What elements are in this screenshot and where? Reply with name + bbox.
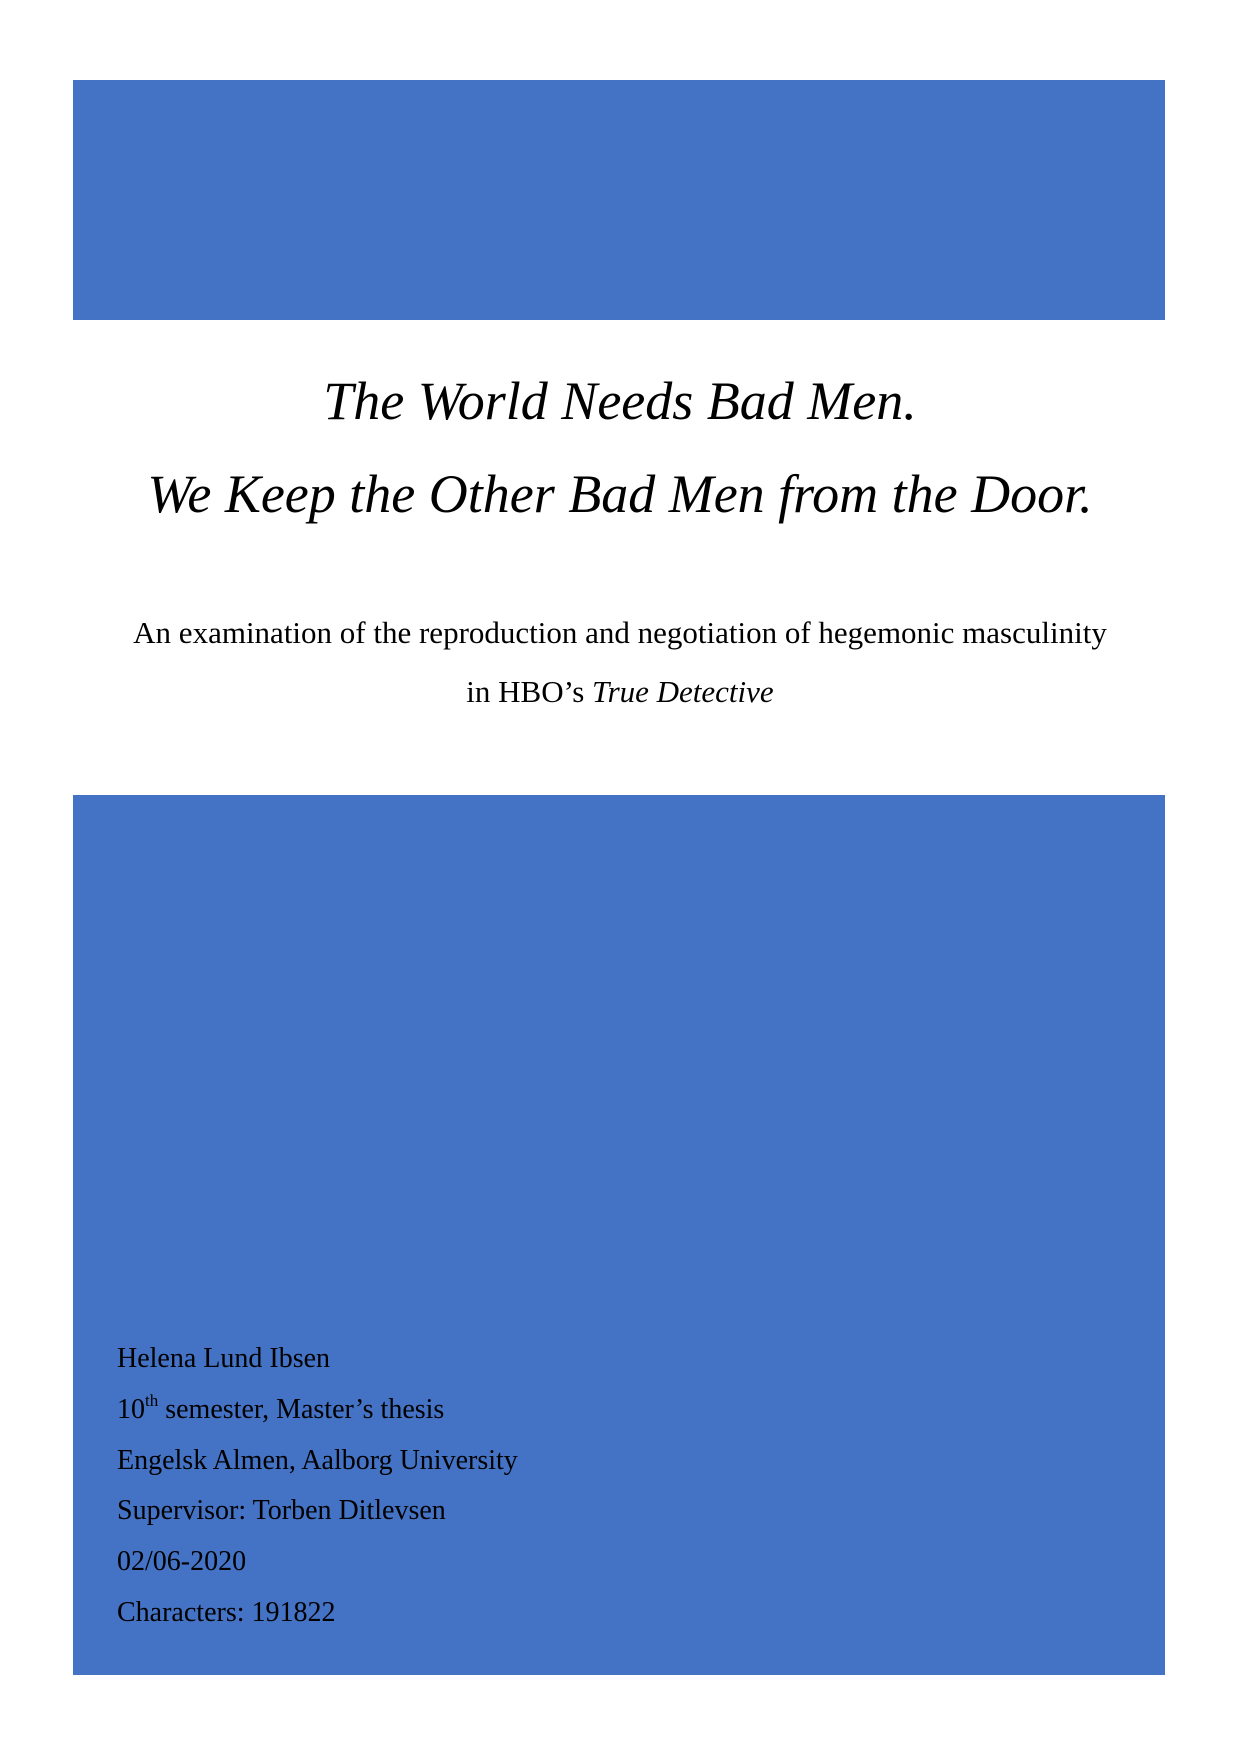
semester-number: 10	[117, 1394, 145, 1425]
supervisor-line: Supervisor: Torben Ditlevsen	[117, 1495, 446, 1526]
date-line: 02/06-2020	[117, 1546, 247, 1577]
character-count-line: Characters: 191822	[117, 1597, 336, 1628]
program-line: Engelsk Almen, Aalborg University	[117, 1445, 518, 1476]
subtitle-line-1: An examination of the reproduction and negotiation of hegemonic masculinity	[133, 615, 1107, 650]
subtitle-prefix: in HBO’s	[466, 674, 593, 709]
semester-ordinal-suffix: th	[145, 1391, 159, 1410]
top-color-band	[73, 80, 1165, 320]
title-line-1: The World Needs Bad Men.	[323, 371, 917, 431]
title-line-2: We Keep the Other Bad Men from the Door.	[147, 464, 1093, 524]
bottom-color-band	[73, 795, 1165, 1675]
semester-description: semester, Master’s thesis	[158, 1394, 445, 1425]
subtitle-line-2	[0, 676, 1240, 707]
semester-line	[117, 1391, 445, 1425]
show-title: True Detective	[592, 674, 774, 709]
author-name: Helena Lund Ibsen	[117, 1343, 331, 1374]
